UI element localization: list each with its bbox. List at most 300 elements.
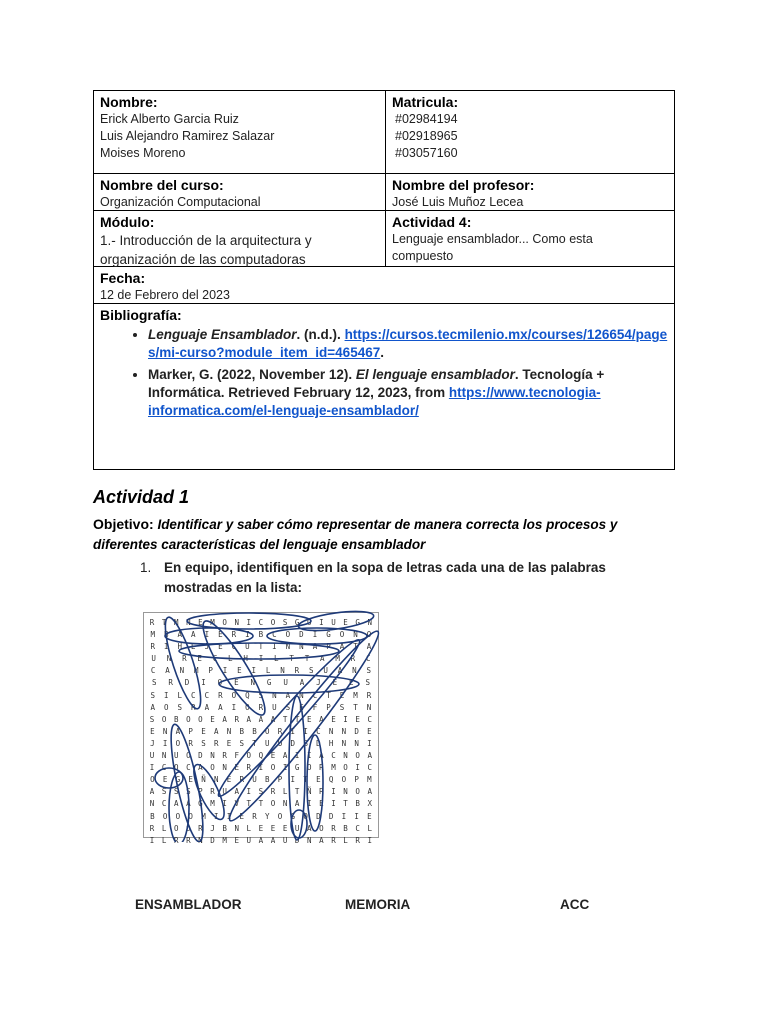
puzzle-letter: G xyxy=(326,630,331,640)
puzzle-letter: T xyxy=(161,618,167,627)
puzzle-letter: O xyxy=(343,763,348,773)
puzzle-letter: E xyxy=(197,654,202,664)
puzzle-letter: T xyxy=(326,690,331,700)
puzzle-letter: D xyxy=(316,738,321,748)
puzzle-letter: M xyxy=(194,666,199,676)
puzzle-letter: E xyxy=(234,835,239,845)
puzzle-letter: T xyxy=(343,799,348,809)
puzzle-letter: S xyxy=(258,787,264,797)
puzzle-letter: O xyxy=(188,811,193,821)
step-text: En equipo, identifiquen en la sopa de letras cada una de las palabras mostradas en la lista: xyxy=(164,560,606,595)
puzzle-letter: D xyxy=(198,751,203,761)
puzzle-letter: L xyxy=(265,666,271,676)
puzzle-letter: I xyxy=(355,763,360,773)
puzzle-letter: O xyxy=(198,714,203,724)
puzzle-letter: E xyxy=(210,714,215,724)
puzzle-letter: A xyxy=(307,823,312,833)
puzzle-letter: S xyxy=(309,666,314,676)
puzzle-letter: O xyxy=(162,811,168,821)
puzzle-letter: N xyxy=(343,751,348,761)
puzzle-letter: T xyxy=(252,738,257,748)
word-circle xyxy=(294,608,374,634)
puzzle-letter: S xyxy=(282,618,288,627)
puzzle-letter: H xyxy=(243,654,248,664)
word-circle xyxy=(155,768,183,788)
puzzle-letter: I xyxy=(164,642,169,652)
puzzle-letter: O xyxy=(277,811,283,821)
word-search-puzzle xyxy=(143,612,379,845)
puzzle-letter: N xyxy=(280,666,285,676)
puzzle-letter: M xyxy=(201,811,206,821)
puzzle-letter: E xyxy=(198,618,203,627)
puzzle-letter: C xyxy=(161,799,167,809)
puzzle-letter: T xyxy=(289,654,294,664)
puzzle-letter: C xyxy=(272,630,277,640)
objective-label: Objetivo: xyxy=(93,516,154,532)
puzzle-letter: U xyxy=(151,654,156,664)
puzzle-letter: I xyxy=(294,751,300,761)
puzzle-letter: C xyxy=(367,714,372,724)
puzzle-letter: O xyxy=(175,811,181,821)
reference-item xyxy=(148,366,668,420)
puzzle-letter: B xyxy=(303,738,308,748)
puzzle-letter: T xyxy=(294,714,300,724)
reference-title: El lenguaje ensamblador xyxy=(355,367,515,382)
puzzle-letter: M xyxy=(210,799,215,809)
matricula-label: Matricula: xyxy=(392,94,459,110)
puzzle-letter: O xyxy=(285,630,291,640)
puzzle-letter: N xyxy=(234,618,239,627)
puzzle-letter: F xyxy=(234,751,239,761)
puzzle-letter: T xyxy=(294,787,300,797)
nombre-cell xyxy=(94,91,385,164)
word-circle xyxy=(219,675,359,693)
puzzle-letter: I xyxy=(222,799,227,809)
puzzle-letter: J xyxy=(316,678,321,688)
reference-item xyxy=(148,326,668,362)
puzzle-letter: P xyxy=(277,775,283,785)
puzzle-letter: I xyxy=(290,775,296,785)
puzzle-letter: R xyxy=(355,835,360,845)
puzzle-letter: Q xyxy=(258,751,264,761)
puzzle-letter: E xyxy=(226,738,232,748)
puzzle-letter: A xyxy=(149,787,155,797)
fecha-label: Fecha: xyxy=(100,270,146,286)
puzzle-letter: N xyxy=(285,642,291,652)
handwritten-circles xyxy=(139,608,383,842)
puzzle-letter: R xyxy=(246,763,252,773)
student-id: #02918965 xyxy=(395,129,458,143)
puzzle-letter: N xyxy=(353,630,358,640)
puzzle-letter: H xyxy=(177,642,183,652)
puzzle-letter: A xyxy=(294,799,300,809)
puzzle-letter: T xyxy=(246,799,252,809)
puzzle-letter: U xyxy=(265,738,270,748)
puzzle-letter: L xyxy=(282,787,288,797)
puzzle-letter: U xyxy=(222,787,227,797)
puzzle-letter: I xyxy=(245,630,250,640)
puzzle-letter: L xyxy=(343,835,348,845)
puzzle-letter: D xyxy=(290,738,296,748)
reference-text: . (n.d.). xyxy=(296,327,341,342)
puzzle-letter: A xyxy=(319,714,324,724)
student-name: Moises Moreno xyxy=(100,146,186,160)
puzzle-letter: N xyxy=(299,690,304,700)
puzzle-letter: B xyxy=(173,714,179,724)
puzzle-letter: C xyxy=(331,751,336,761)
puzzle-letter: O xyxy=(341,775,347,785)
puzzle-letter: I xyxy=(162,738,168,748)
puzzle-letter: A xyxy=(150,702,156,712)
puzzle-letter: G xyxy=(266,678,272,688)
puzzle-letter: R xyxy=(258,702,264,712)
puzzle-letter: B xyxy=(150,811,155,821)
puzzle-letter: P xyxy=(354,775,359,785)
puzzle-letter: N xyxy=(213,775,219,785)
puzzle-letter: O xyxy=(231,690,237,700)
fecha-cell xyxy=(94,267,674,306)
puzzle-letter: A xyxy=(222,714,227,724)
puzzle-letter: C xyxy=(312,690,318,700)
puzzle-letter: R xyxy=(210,787,215,797)
word-circle xyxy=(291,810,307,838)
puzzle-letter: I xyxy=(258,763,264,773)
puzzle-letter: C xyxy=(355,823,360,833)
puzzle-letter: S xyxy=(201,738,206,748)
puzzle-letter: R xyxy=(222,751,227,761)
puzzle-letter: A xyxy=(177,630,183,640)
puzzle-letter: G xyxy=(290,811,296,821)
puzzle-letter: M xyxy=(353,690,358,700)
puzzle-letter: T xyxy=(303,775,308,785)
word-list-item: ENSAMBLADOR xyxy=(135,897,242,912)
puzzle-letter: L xyxy=(367,823,372,833)
puzzle-letter: C xyxy=(212,654,218,664)
puzzle-letter: A xyxy=(319,835,324,845)
puzzle-letter: N xyxy=(198,835,203,845)
puzzle-letter: E xyxy=(191,642,196,652)
puzzle-letter: C xyxy=(231,642,237,652)
reference-link[interactable]: https://www.tecnologia-informatica.com/el-lenguaje-ensamblador/ xyxy=(148,385,601,418)
puzzle-letter: C xyxy=(191,690,196,700)
puzzle-letter: B xyxy=(258,630,264,640)
puzzle-letter: I xyxy=(319,618,324,627)
puzzle-letter: U xyxy=(331,618,336,627)
puzzle-letter: E xyxy=(218,630,223,640)
puzzle-letter: E xyxy=(270,823,276,833)
puzzle-letter: P xyxy=(198,787,203,797)
puzzle-letter: C xyxy=(258,618,264,627)
actividad-value: Lenguaje ensamblador... Como esta compuesto xyxy=(392,232,593,263)
puzzle-letter: I xyxy=(213,811,219,821)
puzzle-letter: M xyxy=(210,618,215,627)
puzzle-letter: I xyxy=(246,787,252,797)
objective xyxy=(93,514,673,555)
puzzle-letter: O xyxy=(175,738,181,748)
puzzle-letter: S xyxy=(150,690,156,700)
info-table xyxy=(93,90,675,470)
puzzle-letter: R xyxy=(149,618,155,627)
puzzle-letter: C xyxy=(316,726,321,736)
puzzle-letter: E xyxy=(349,678,354,688)
puzzle-letter: V xyxy=(234,799,239,809)
puzzle-letter: N xyxy=(226,726,232,736)
puzzle-letter: A xyxy=(367,787,372,797)
puzzle-letter: S xyxy=(366,666,372,676)
puzzle-letter: N xyxy=(366,702,372,712)
student-id: #03057160 xyxy=(395,146,458,160)
puzzle-letter: U xyxy=(323,666,328,676)
puzzle-letter: U xyxy=(246,835,252,845)
puzzle-letter: J xyxy=(210,823,215,833)
instruction-step xyxy=(140,558,670,598)
puzzle-letter: U xyxy=(173,751,179,761)
puzzle-letter: R xyxy=(270,787,276,797)
puzzle-letter: A xyxy=(339,642,345,652)
puzzle-letter: I xyxy=(272,642,277,652)
puzzle-letter: N xyxy=(162,726,168,736)
puzzle-letter: A xyxy=(367,751,372,761)
puzzle-letter: I xyxy=(201,678,206,688)
puzzle-letter: O xyxy=(303,811,308,821)
puzzle-letter: G xyxy=(175,775,181,785)
puzzle-letter: G xyxy=(294,618,300,627)
puzzle-letter: N xyxy=(166,654,172,664)
puzzle-letter: D xyxy=(210,835,215,845)
puzzle-letter: S xyxy=(365,678,370,688)
puzzle-letter: A xyxy=(173,799,179,809)
puzzle-letter: S xyxy=(161,787,167,797)
puzzle-letter: R xyxy=(186,835,191,845)
puzzle-letter: C xyxy=(367,763,372,773)
puzzle-letter: A xyxy=(246,714,252,724)
puzzle-letter: E xyxy=(226,775,232,785)
puzzle-letter: O xyxy=(173,763,179,773)
puzzle-letter: G xyxy=(198,799,203,809)
puzzle-letter: N xyxy=(234,823,239,833)
puzzle-letter: R xyxy=(149,823,155,833)
curso-label: Nombre del curso: xyxy=(100,177,224,193)
puzzle-letter: E xyxy=(201,726,206,736)
puzzle-letter: D xyxy=(328,811,334,821)
puzzle-letter: C xyxy=(161,763,167,773)
puzzle-letter: D xyxy=(299,630,304,640)
puzzle-letter: Ñ xyxy=(307,787,312,797)
puzzle-letter: E xyxy=(188,775,193,785)
puzzle-letter: R xyxy=(218,690,223,700)
puzzle-letter: E xyxy=(332,678,338,688)
word-circle xyxy=(195,615,274,721)
puzzle-letter: O xyxy=(265,726,270,736)
puzzle-letter: R xyxy=(182,654,187,664)
puzzle-letter: R xyxy=(173,835,179,845)
puzzle-letter: N xyxy=(179,666,185,676)
puzzle-letter: B xyxy=(164,630,169,640)
puzzle-letter: U xyxy=(245,642,250,652)
puzzle-letter: O xyxy=(217,678,223,688)
puzzle-letter: O xyxy=(307,763,312,773)
puzzle-letter: R xyxy=(231,630,237,640)
puzzle-letter: N xyxy=(161,751,167,761)
puzzle-letter: F xyxy=(312,702,318,712)
puzzle-letter: I xyxy=(331,787,336,797)
puzzle-letter: O xyxy=(210,763,215,773)
puzzle-letter: I xyxy=(246,618,252,627)
puzzle-letter: D xyxy=(294,835,300,845)
puzzle-letter: P xyxy=(188,726,193,736)
puzzle-letter: R xyxy=(198,823,203,833)
puzzle-letter: A xyxy=(270,714,276,724)
puzzle-letter: I xyxy=(331,799,336,809)
puzzle-letter: R xyxy=(191,702,196,712)
puzzle-letter: I xyxy=(204,630,210,640)
word-list-item: ACC xyxy=(560,897,590,912)
puzzle-letter: M xyxy=(335,654,340,664)
puzzle-letter: O xyxy=(186,751,191,761)
puzzle-letter: L xyxy=(161,823,167,833)
puzzle-letter: E xyxy=(355,714,360,724)
puzzle-letter: N xyxy=(210,751,215,761)
puzzle-letter: R xyxy=(252,811,257,821)
puzzle-letter: R xyxy=(150,642,156,652)
puzzle-letter: B xyxy=(239,726,244,736)
puzzle-letter: R xyxy=(188,738,193,748)
puzzle-letter: O xyxy=(270,763,276,773)
puzzle-letter: T xyxy=(353,642,358,652)
modulo-value: 1.- Introducción de la arquitectura y organización de las computadoras xyxy=(100,233,312,267)
puzzle-letter: M xyxy=(222,835,227,845)
puzzle-letter: G xyxy=(294,763,300,773)
puzzle-letter: E xyxy=(150,726,155,736)
puzzle-letter: T xyxy=(304,654,310,664)
puzzle-letter: L xyxy=(274,654,279,664)
puzzle-letter: C xyxy=(186,763,191,773)
puzzle-letter: O xyxy=(307,618,312,627)
puzzle-letter: E xyxy=(282,823,288,833)
word-circle xyxy=(165,628,253,644)
puzzle-letter: U xyxy=(252,775,257,785)
puzzle-letter: A xyxy=(213,726,219,736)
profesor-cell xyxy=(386,174,676,213)
puzzle-letter: E xyxy=(339,690,345,700)
puzzle-letter: U xyxy=(282,835,288,845)
puzzle-letter: O xyxy=(173,823,179,833)
puzzle-letter: E xyxy=(343,618,348,627)
puzzle-letter: A xyxy=(320,654,325,664)
puzzle-letter: L xyxy=(228,654,233,664)
puzzle-letter: P xyxy=(326,642,331,652)
puzzle-letter: R xyxy=(319,763,324,773)
curso-value: Organización Computacional xyxy=(100,195,261,209)
puzzle-letter: O xyxy=(246,751,252,761)
puzzle-letter: U xyxy=(149,751,155,761)
fecha-value: 12 de Febrero del 2023 xyxy=(100,288,230,302)
puzzle-letter: I xyxy=(251,666,257,676)
puzzle-letter: N xyxy=(367,618,372,627)
puzzle-letter: N xyxy=(328,726,334,736)
puzzle-letter: N xyxy=(186,618,191,627)
puzzle-letter: I xyxy=(312,630,318,640)
puzzle-letter: A xyxy=(234,787,239,797)
puzzle-letter: L xyxy=(246,823,252,833)
puzzle-letter: S xyxy=(177,702,183,712)
puzzle-letter: A xyxy=(175,726,181,736)
puzzle-letter: N xyxy=(354,738,359,748)
puzzle-letter: N xyxy=(222,763,227,773)
puzzle-letter: A xyxy=(337,666,343,676)
word-circle xyxy=(221,624,383,828)
puzzle-letter: O xyxy=(355,751,360,761)
puzzle-letter: T xyxy=(353,702,358,712)
puzzle-letter: B xyxy=(252,726,257,736)
puzzle-letter: E xyxy=(367,726,372,736)
puzzle-letter: N xyxy=(341,738,347,748)
puzzle-letter: P xyxy=(326,702,331,712)
puzzle-letter: O xyxy=(161,714,167,724)
puzzle-letter: A xyxy=(258,714,264,724)
puzzle-letter: A xyxy=(186,799,191,809)
puzzle-letter: C xyxy=(204,690,210,700)
puzzle-letter: E xyxy=(239,811,244,821)
puzzle-letter: N xyxy=(250,678,255,688)
student-name: Luis Alejandro Ramirez Salazar xyxy=(100,129,275,143)
puzzle-letter: A xyxy=(204,702,210,712)
puzzle-letter: S xyxy=(186,787,191,797)
puzzle-letter: O xyxy=(164,702,169,712)
puzzle-letter: H xyxy=(328,738,334,748)
puzzle-letter: Ñ xyxy=(201,775,206,785)
reference-text: . Tecnología + Informática. Retrieved February 12, 2023, from xyxy=(148,367,605,400)
puzzle-letter: B xyxy=(265,775,270,785)
puzzle-letter: I xyxy=(367,835,372,845)
profesor-value: José Luis Muñoz Lecea xyxy=(392,195,524,209)
objective-text: Identificar y saber cómo representar de manera correcta los procesos y diferentes características del lenguaje ensamblador xyxy=(93,517,618,552)
puzzle-letter: M xyxy=(150,630,156,640)
puzzle-letter: A xyxy=(270,835,276,845)
puzzle-letter: M xyxy=(173,618,179,627)
modulo-cell xyxy=(94,211,385,271)
puzzle-letter: Q xyxy=(245,690,250,700)
puzzle-letter: E xyxy=(299,702,304,712)
puzzle-letter: L xyxy=(161,835,167,845)
reference-link[interactable]: https://cursos.tecmilenio.mx/courses/126654/pages/mi-curso?module_item_id=465467 xyxy=(148,327,668,360)
puzzle-letter: O xyxy=(186,823,191,833)
puzzle-letter: R xyxy=(331,835,336,845)
puzzle-letter: E xyxy=(237,666,242,676)
puzzle-letter: C xyxy=(366,654,371,664)
puzzle-letter: S xyxy=(239,738,244,748)
puzzle-letter: O xyxy=(366,630,372,640)
puzzle-letter: I xyxy=(149,763,155,773)
puzzle-letter: I xyxy=(149,835,155,845)
puzzle-letter: B xyxy=(343,823,348,833)
bibliografia-cell xyxy=(94,304,674,426)
puzzle-letter: E xyxy=(270,751,276,761)
word-list-item: MEMORIA xyxy=(345,897,411,912)
actividad-label: Actividad 4: xyxy=(392,214,472,230)
puzzle-letter: R xyxy=(331,823,336,833)
puzzle-letter: O xyxy=(186,714,191,724)
puzzle-letter: S xyxy=(173,787,179,797)
puzzle-letter: U xyxy=(277,738,283,748)
puzzle-letter: S xyxy=(149,714,155,724)
puzzle-letter: R xyxy=(234,714,239,724)
puzzle-letter: R xyxy=(366,690,372,700)
puzzle-letter: I xyxy=(282,763,288,773)
puzzle-letter: E xyxy=(234,763,239,773)
word-circle xyxy=(188,761,230,823)
matricula-cell xyxy=(386,91,676,164)
